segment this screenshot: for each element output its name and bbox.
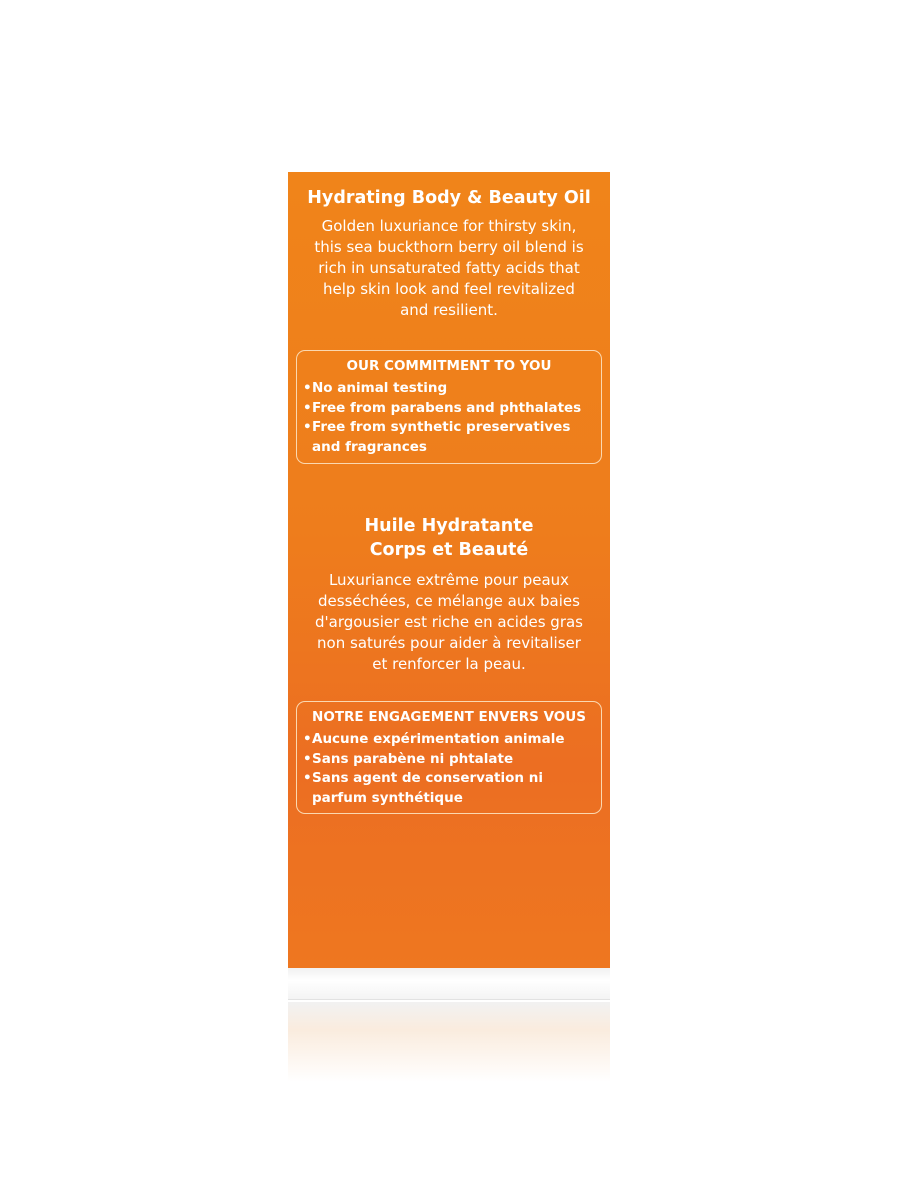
french-description-line: non saturés pour aider à revitaliser [317, 634, 581, 652]
list-item-text: No animal testing [312, 380, 448, 396]
list-item-text: Sans agent de conservation ni parfum synthétique [312, 770, 543, 806]
english-commitment-list [303, 379, 595, 457]
list-item-text: Free from synthetic preservatives and fragrances [312, 419, 571, 455]
french-description-line: Luxuriance extrême pour peaux [328, 571, 570, 589]
list-item-text: Aucune expérimentation animale [312, 731, 565, 747]
english-title: Hydrating Body & Beauty Oil [307, 188, 591, 208]
french-title-line: Huile Hydratante [364, 516, 534, 536]
french-commitment-list [303, 730, 595, 808]
list-item [303, 399, 595, 419]
french-section [288, 514, 610, 675]
list-item [303, 730, 595, 750]
french-description-line: et renforcer la peau. [372, 655, 526, 673]
english-description-line: and resilient. [400, 301, 498, 319]
product-reflection [288, 1002, 610, 1082]
bullet-icon: • [303, 750, 312, 767]
english-description-line: this sea buckthorn berry oil blend is [314, 238, 584, 256]
product-box-bottom-edge [288, 968, 610, 1000]
french-description-line: desséchées, ce mélange aux baies [318, 592, 580, 610]
bullet-icon: • [303, 731, 312, 747]
list-item [303, 750, 595, 770]
french-commitment-box [296, 701, 602, 814]
list-item-text: Free from parabens and phthalates [312, 399, 582, 416]
bullet-icon: • [303, 419, 312, 435]
list-item [303, 418, 595, 457]
french-description-line: d'argousier est riche en acides gras [314, 613, 583, 631]
list-item [303, 769, 595, 808]
bullet-icon: • [303, 399, 312, 416]
french-title-line: Corps et Beauté [369, 540, 529, 560]
english-commitment-box [296, 350, 602, 464]
english-description-line: Golden luxuriance for thirsty skin, [321, 217, 577, 235]
list-item-text: Sans parabène ni phtalate [312, 750, 514, 767]
english-description-line: rich in unsaturated fatty acids that [318, 259, 580, 277]
list-item [303, 379, 595, 399]
english-section [288, 186, 610, 321]
product-box-side-panel [288, 172, 610, 968]
english-description-line: help skin look and feel revitalized [323, 280, 575, 298]
english-commitment-heading: OUR COMMITMENT TO YOU [346, 358, 552, 374]
bullet-icon: • [303, 380, 312, 396]
bullet-icon: • [303, 770, 312, 786]
french-commitment-heading: NOTRE ENGAGEMENT ENVERS VOUS [312, 709, 586, 725]
